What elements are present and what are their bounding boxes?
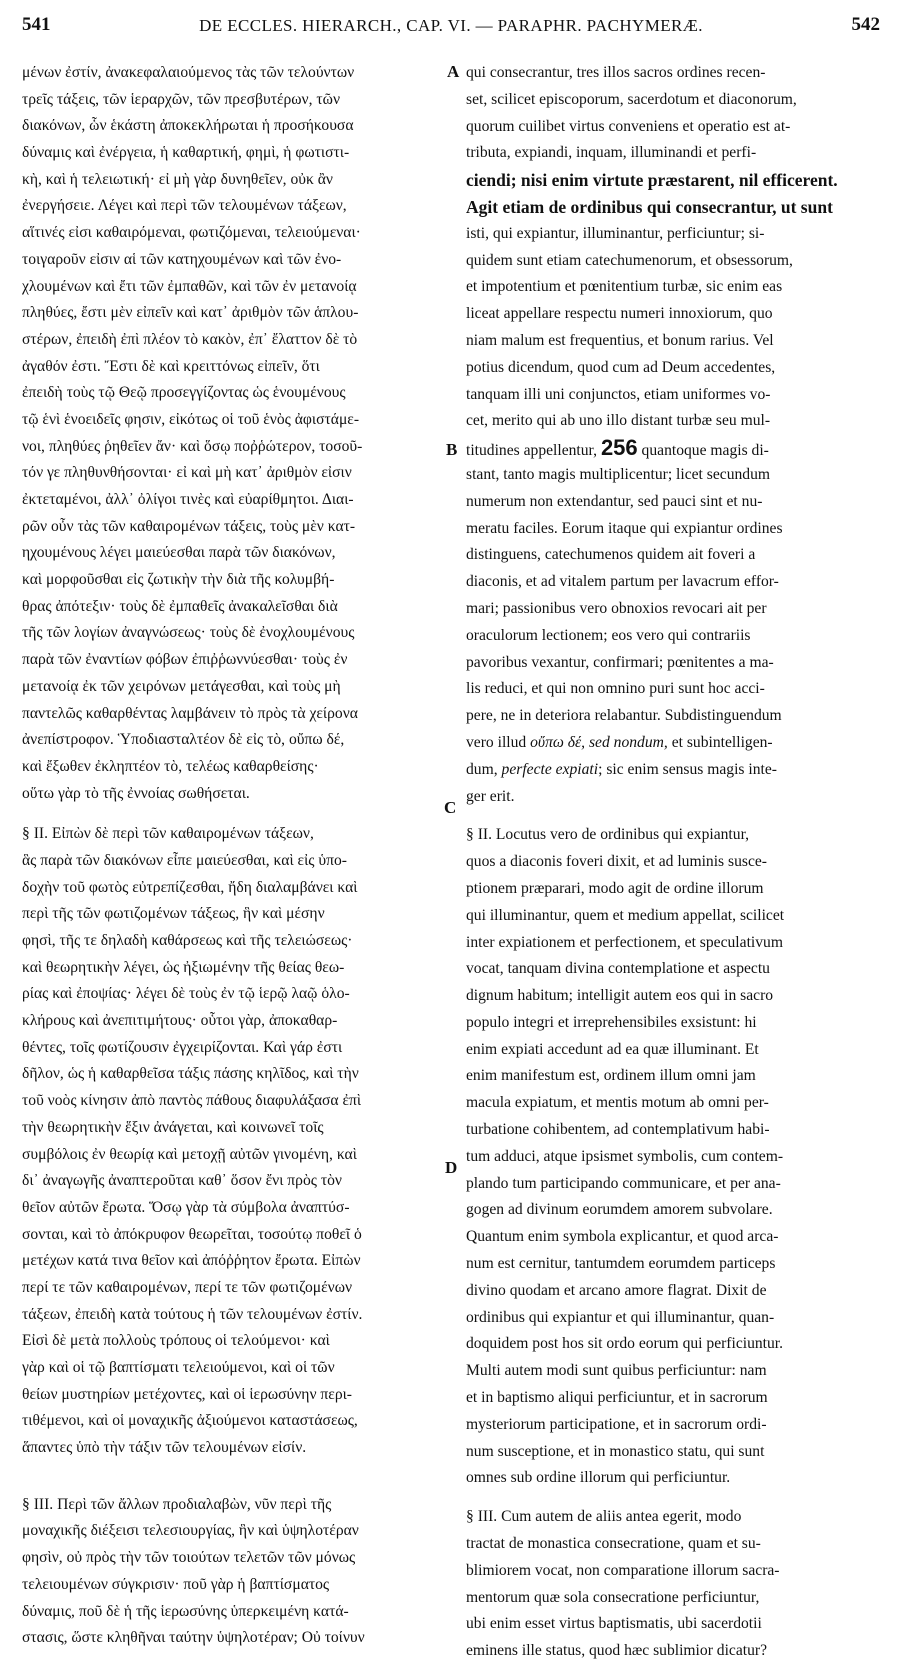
greek-line: ηχουμένους λέγει μαιεύεσθαι παρὰ τῶν διακόνων, bbox=[22, 544, 336, 562]
latin-line: lis reduci, et qui non omnino puri sunt hoc acci- bbox=[466, 680, 765, 698]
greek-line: τόν γε πληθυνθήσονται· εἰ καὶ μὴ κατ᾽ ἀριθμὸν εἰσιν bbox=[22, 464, 352, 482]
latin-line: quidem sunt etiam catechumenorum, et obsessorum, bbox=[466, 251, 793, 269]
latin-line: et impotentium et pœnitentium turbæ, sic enim eas bbox=[466, 278, 783, 296]
latin-line: ger erit. bbox=[466, 787, 515, 805]
greek-line: γὰρ καὶ οἱ τῷ βαπτίσματι τελειούμενοι, καὶ οἱ τῶν bbox=[22, 1359, 335, 1376]
latin-line: quos a diaconis foveri dixit, et ad luminis susce- bbox=[466, 853, 767, 871]
latin-line: doquidem post hos sit ordo eorum qui perficiuntur. bbox=[466, 1335, 784, 1353]
latin-line: tractat de monastica consecratione, quam et su- bbox=[466, 1535, 761, 1553]
greek-line: θεῖον αὐτῶν ἔρωτα. Ὅσῳ γὰρ τὰ σύμβολα ἀναπτύσ- bbox=[22, 1198, 350, 1216]
greek-line: νοι, πληθύες ῥηθεῖεν ἄν· καὶ ὅσῳ ποῤῥώτερον, τοσοῦ- bbox=[22, 437, 363, 455]
latin-line: tum adduci, atque ipsismet symbolis, cum contem- bbox=[466, 1147, 784, 1165]
latin-line: diaconis, et ad vitalem partum per lavacrum effor- bbox=[466, 573, 779, 591]
latin-line: § III. Cum autem de aliis antea egerit, modo bbox=[466, 1508, 742, 1526]
greek-line: § II. Εἰπὼν δὲ περὶ τῶν καθαιρομένων τάξεων, bbox=[22, 825, 314, 843]
greek-line: μετέχων κατά τινα θεῖον καὶ ἀπόῤῥητον ἔρωτα. Εἰπὼν bbox=[22, 1252, 361, 1270]
latin-line: vocat, tanquam divina contemplatione et aspectu bbox=[466, 960, 770, 978]
greek-line: ἃς παρὰ τῶν διακόνων εἶπε μαιεύεσθαι, καὶ εἰς ὑπο- bbox=[22, 851, 347, 869]
greek-line: σονται, καὶ τὸ ἀπόκρυφον θεωρεῖται, τοσούτῳ ποθεῖ ὁ bbox=[22, 1225, 362, 1243]
latin-line: niam malum est frequentius, et bonum rarius. Vel bbox=[466, 331, 774, 349]
running-title: DE ECCLES. HIERARCH., CAP. VI. — PARAPHR. PACHYMERÆ. bbox=[199, 16, 703, 35]
greek-line: κλήρους καὶ ἀνεπιτιμήτους· οὗτοι γὰρ, ἀποκαθαρ- bbox=[22, 1012, 338, 1030]
greek-line: περί τε τῶν καθαιρομένων, περί τε τῶν φωτιζομένων bbox=[22, 1278, 353, 1296]
greek-line: ἐπειδὴ τοὺς τῷ Θεῷ προσεγγίζοντας ὡς ἑνουμένους bbox=[22, 384, 346, 402]
latin-line: inter expiationem et perfectionem, et speculativum bbox=[466, 933, 783, 951]
greek-line: δύναμις καὶ ἐνέργεια, ἡ καθαρτική, φημὶ, ἡ φωτιστι- bbox=[22, 144, 350, 162]
greek-line: χλουμένων καὶ ἔτι τῶν ἐμπαθῶν, καὶ τῶν ἐν μετανοίᾳ bbox=[22, 277, 357, 295]
latin-line: divino quodam et arcano amore flagrat. Dixit de bbox=[466, 1281, 767, 1299]
latin-line: ordinibus qui expiantur et qui illuminantur, quan- bbox=[466, 1308, 775, 1326]
greek-line: περὶ τῆς τῶν φωτιζομένων τάξεως, ἣν καὶ μέσην bbox=[22, 905, 325, 923]
greek-line: θρας ἀπότεξιν· τοὺς δὲ ἐμπαθεῖς ἀνακαλεῖσθαι διὰ bbox=[22, 597, 338, 615]
latin-line: et in baptismo aliqui perficiuntur, et in sacrorum bbox=[466, 1389, 768, 1407]
latin-line: oraculorum lectionem; eos vero qui contrariis bbox=[466, 626, 751, 644]
greek-line: καὶ θεωρητικὴν λέγει, ὡς ἠξιωμένην τῆς θείας θεω- bbox=[22, 958, 345, 976]
greek-line: φησὶ, τῆς τε δηλαδὴ καθάρσεως καὶ τῆς τελειώσεως· bbox=[22, 932, 353, 949]
latin-line: pere, ne in deteriora relabantur. Subdistinguendum bbox=[466, 707, 782, 725]
latin-line: numerum non extendantur, sed pauci sint et nu- bbox=[466, 492, 763, 510]
latin-line-text: ; sic enim sensus magis inte- bbox=[598, 760, 777, 778]
greek-line: τιθέμενοι, καὶ οἱ μοναχικῆς ἀξιούμενοι καταστάσεως, bbox=[22, 1412, 358, 1430]
greek-line: τῆς τῶν λογίων ἀναγνώσεως· τοὺς δὲ ἐνοχλουμένους bbox=[22, 624, 355, 642]
latin-line: quorum cuilibet virtus conveniens et operatio est at- bbox=[466, 117, 791, 135]
greek-line: τοῦ νοὸς κίνησιν ἀπὸ παντὸς πάθους διαφυλάξασα ἐπὶ bbox=[22, 1092, 362, 1110]
latin-line: potius dicendum, quod cum ad Deum accedentes, bbox=[466, 358, 776, 376]
latin-line: turbatione cohibentem, ad contemplativum habi- bbox=[466, 1121, 770, 1139]
page-number-left: 541 bbox=[22, 14, 51, 35]
latin-line: gogen ad divinum eorumdem amorem subvolare. bbox=[466, 1201, 773, 1219]
latin-line: Multi autem modi sunt quibus perficiuntur: nam bbox=[466, 1362, 767, 1380]
latin-line: populo integri et irreprehensibiles exsistunt: hi bbox=[466, 1013, 757, 1031]
latin-line-text: vero illud bbox=[466, 733, 531, 751]
greek-column bbox=[22, 60, 440, 1652]
latin-line: qui illuminantur, quem et medium appellat, scilicet bbox=[466, 906, 785, 924]
greek-line: τάξεων, ἐπειδὴ κατὰ τούτους ἡ τῶν τελουμένων ἐστίν. bbox=[22, 1305, 363, 1323]
greek-line: τῷ ἑνὶ ἑνοειδεῖς φησιν, εἰκότως οἱ τοῦ ἑνὸς ἀφιστάμε- bbox=[22, 410, 360, 428]
latin-line: distinguens, catechumenos quidem ait foveri a bbox=[466, 546, 756, 564]
latin-line: num susceptione, et in monastico statu, qui sunt bbox=[466, 1442, 765, 1460]
latin-line: dignum habitum; intelligit autem eos qui in sacro bbox=[466, 987, 774, 1005]
latin-line-text: titudines appellentur, bbox=[466, 442, 601, 460]
latin-line bbox=[466, 730, 880, 757]
latin-line-text: dum, bbox=[466, 760, 502, 778]
latin-line: blimiorem vocat, non comparatione illorum sacra- bbox=[466, 1561, 780, 1579]
greek-line: δι᾽ ἀναγωγῆς ἀναπτεροῦται καθ᾽ ὅσον ἔνι πρὸς τὸν bbox=[22, 1172, 342, 1190]
latin-line: meratu faciles. Eorum itaque qui expiantur ordines bbox=[466, 519, 783, 537]
latin-italic-phrase: perfecte expiati bbox=[501, 760, 599, 778]
greek-line: ἀνεπίστροφον. Ὑποδιασταλτέον δὲ εἰς τὸ, οὔπω δέ, bbox=[22, 731, 345, 749]
greek-line: φησὶν, οὐ πρὸς τὴν τῶν τοιούτων τελετῶν τῶν μόνως bbox=[22, 1549, 356, 1567]
latin-line: macula expiatum, et mentis motum ab omni per- bbox=[466, 1094, 769, 1112]
greek-line: τὴν θεωρητικὴν ἕξιν ἀνάγεται, καὶ κοινωνεῖ τοῖς bbox=[22, 1118, 324, 1136]
greek-line: καὶ ἔξωθεν ἐκληπτέον τὸ, τελέως καθαρθείσης· bbox=[22, 757, 319, 775]
margin-marker-c: C bbox=[444, 798, 457, 817]
latin-line: tributa, expiandi, inquam, illuminandi et perfi- bbox=[466, 144, 757, 162]
greek-line: ρῶν οὖν τὰς τῶν καθαιρομένων τάξεις, τοὺς μὲν κατ- bbox=[22, 517, 356, 535]
margin-marker-d: D bbox=[445, 1158, 458, 1177]
latin-line: mentorum quæ sola consecratione perficiuntur, bbox=[466, 1588, 760, 1606]
latin-line: num est cernitur, tantumdem eorumdem particeps bbox=[466, 1255, 776, 1273]
latin-line: stant, tanto magis multiplicentur; licet secundum bbox=[466, 465, 771, 483]
greek-line: αἵτινές εἰσι καθαιρόμεναι, φωτιζόμεναι, τελειούμεναι· bbox=[22, 224, 361, 242]
latin-column bbox=[466, 60, 880, 1665]
greek-line: τελειουμένων σύγκρισιν· ποῦ γὰρ ἡ βαπτίσματος bbox=[22, 1575, 330, 1593]
greek-line: συμβόλοις ἐν θεωρίᾳ καὶ μετοχῇ αὐτῶν γινομένη, καὶ bbox=[22, 1145, 357, 1163]
greek-line: στασις, ὥστε κληθῆναι ταύτην ὑψηλοτέραν; Οὐ τοίνυν bbox=[22, 1629, 365, 1647]
page-header bbox=[22, 14, 880, 44]
greek-line: διακόνων, ὧν ἑκάστη ἀποκεκλήρωται ἡ προσήκουσα bbox=[22, 117, 354, 135]
greek-line: παντελῶς καθαρθέντας λαμβάνειν τὸ πρὸς τὰ χείρονα bbox=[22, 704, 358, 722]
latin-paragraph-2 bbox=[466, 822, 880, 1492]
greek-line: πληθύες, ἔστι μὲν εἰπεῖν καὶ κατ᾽ ἀριθμὸν τῶν ἁπλου- bbox=[22, 304, 359, 322]
latin-line: pavoribus vexantur, confirmari; pœnitentes a ma- bbox=[466, 653, 774, 671]
latin-line: tanquam illi uni conjunctos, etiam uniformes vo- bbox=[466, 385, 771, 403]
latin-line: enim expiati accedunt ad ea quæ illuminant. Et bbox=[466, 1040, 759, 1058]
latin-line-text: quantoque magis di- bbox=[637, 442, 769, 460]
latin-line: § II. Locutus vero de ordinibus qui expiantur, bbox=[466, 826, 750, 844]
greek-line: μένων ἐστίν, ἀνακεφαλαιούμενος τὰς τῶν τελούντων bbox=[22, 64, 355, 81]
greek-line: ἀγαθόν ἐστι. Ἔστι δὲ καὶ κρειττόνως εἰπεῖν, ὅτι bbox=[22, 357, 320, 375]
greek-line: δῆλον, ὡς ἡ καθαρθεῖσα τάξις πάσης κηλῖδος, καὶ τὴν bbox=[22, 1065, 359, 1083]
latin-line: qui consecrantur, tres illos sacros ordines recen- bbox=[466, 64, 766, 81]
greek-line: ἐκτεταμένοι, ἀλλ᾽ ὀλίγοι τινὲς καὶ εὐαρίθμητοι. Διαι- bbox=[22, 491, 354, 508]
greek-line: ἐνεργήσειε. Λέγει καὶ περὶ τῶν τελουμένων τάξεων, bbox=[22, 197, 347, 215]
latin-line: omnes sub ordine illorum qui perficiuntur. bbox=[466, 1469, 731, 1487]
latin-italic-phrase: sed nondum, bbox=[585, 733, 668, 751]
latin-line: enim manifestum est, ordinem illum omni jam bbox=[466, 1067, 756, 1085]
greek-paragraph-2 bbox=[22, 821, 440, 1462]
greek-line: παρὰ τῶν ἐναντίων φόβων ἐπιῤῥωννύεσθαι· τοὺς ἐν bbox=[22, 651, 348, 669]
latin-paragraph-3 bbox=[466, 1504, 880, 1665]
margin-marker-a: A bbox=[447, 62, 460, 81]
latin-line: mysteriorum participatione, et in sacrorum ordi- bbox=[466, 1415, 767, 1433]
greek-line: δύναμις, ποῦ δὲ ἡ τῆς ἱερωσύνης ὑπερκειμένη κατά- bbox=[22, 1602, 349, 1620]
latin-line: Agit etiam de ordinibus qui consecrantur, ut sunt bbox=[466, 196, 833, 217]
latin-line: liceat appellare respectu numeri innoxiorum, quo bbox=[466, 305, 773, 323]
latin-line: mari; passionibus vero obnoxios revocari ait per bbox=[466, 599, 767, 617]
page-number-right: 542 bbox=[851, 14, 880, 35]
greek-line: δοχὴν τοῦ φωτὸς εὐτρεπίζεσθαι, ἤδη διαλαμβάνει καὶ bbox=[22, 878, 358, 896]
greek-line: μοναχικῆς διέξεισι τελεσιουργίας, ἣν καὶ ὑψηλοτέραν bbox=[22, 1522, 359, 1540]
greek-line: κὴ, καὶ ἡ τελειωτική· εἰ μὴ γὰρ δυνηθεῖεν, οὐκ ἂν bbox=[22, 170, 333, 188]
latin-line bbox=[466, 757, 880, 784]
greek-line: οὕτω γὰρ τὸ τῆς ἐννοίας σωθήσεται. bbox=[22, 784, 250, 802]
greek-line: στέρων, ἐπειδὴ ἐπὶ πλέον τὸ κακὸν, ἐπ᾽ ἔλαττον δὲ τὸ bbox=[22, 330, 358, 348]
latin-line: ciendi; nisi enim virtute præstarent, nil efficerent. bbox=[466, 170, 838, 191]
greek-line: τοιγαροῦν εἰσιν αἱ τῶν κατηχουμένων καὶ τῶν ἐνο- bbox=[22, 250, 342, 268]
latin-paragraph-1 bbox=[466, 60, 880, 810]
greek-line: ἅπαντες ὑπὸ τὴν τάξιν τῶν τελουμένων εἰσίν. bbox=[22, 1439, 307, 1457]
latin-line: plando tum participando communicare, et per ana- bbox=[466, 1174, 781, 1192]
latin-line: isti, qui expiantur, illuminantur, perficiuntur; si- bbox=[466, 224, 765, 242]
latin-line: ptionem præparari, modo agit de ordine illorum bbox=[466, 879, 764, 897]
margin-marker-b: B bbox=[446, 440, 458, 459]
greek-line: § III. Περὶ τῶν ἄλλων προδιαλαβὼν, νῦν περὶ τῆς bbox=[22, 1495, 332, 1513]
greek-line: θείων μυστηρίων μετέχοντες, καὶ οἱ ἱερωσύνην περι- bbox=[22, 1385, 352, 1403]
latin-line: cet, merito qui ab uno illo distant turbæ seu mul- bbox=[466, 412, 771, 430]
latin-line: eminens ille status, quod hæc sublimior dicatur? bbox=[466, 1642, 767, 1660]
greek-line: ρίας καὶ ἐποψίας· λέγει δὲ τοὺς ἐν τῷ ἱερῷ λαῷ ὁλο- bbox=[22, 985, 350, 1003]
greek-paragraph-1 bbox=[22, 60, 440, 807]
column-number: 256 bbox=[600, 435, 638, 461]
greek-line: θέντες, τοῖς φωτίζουσιν ἐγχειρίζονται. Καὶ γάρ ἐστι bbox=[22, 1038, 343, 1056]
latin-line: set, scilicet episcoporum, sacerdotum et diaconorum, bbox=[466, 90, 797, 108]
latin-line: ubi enim esset virtus baptismatis, ubi sacerdotii bbox=[466, 1615, 762, 1633]
greek-paragraph-3 bbox=[22, 1492, 440, 1652]
greek-phrase: οὔπω δέ, bbox=[530, 733, 586, 751]
greek-line: Εἰσὶ δὲ μετὰ πολλοὺς τρόπους οἱ τελούμενοι· καὶ bbox=[22, 1332, 330, 1350]
greek-line: μετανοίᾳ ἐκ τῶν χειρόνων μετάγεσθαι, καὶ τοὺς μὴ bbox=[22, 677, 341, 695]
latin-line bbox=[466, 435, 880, 462]
greek-line: τρεῖς τάξεις, τῶν ἱεραρχῶν, τῶν πρεσβυτέρων, τῶν bbox=[22, 90, 340, 108]
latin-line: Quantum enim symbola explicantur, et quod arca- bbox=[466, 1228, 779, 1246]
greek-line: καὶ μορφοῦσθαι εἰς ζωτικὴν τὴν διὰ τῆς κολυμβή- bbox=[22, 571, 335, 589]
latin-line-text: et subintelligen- bbox=[667, 733, 773, 751]
